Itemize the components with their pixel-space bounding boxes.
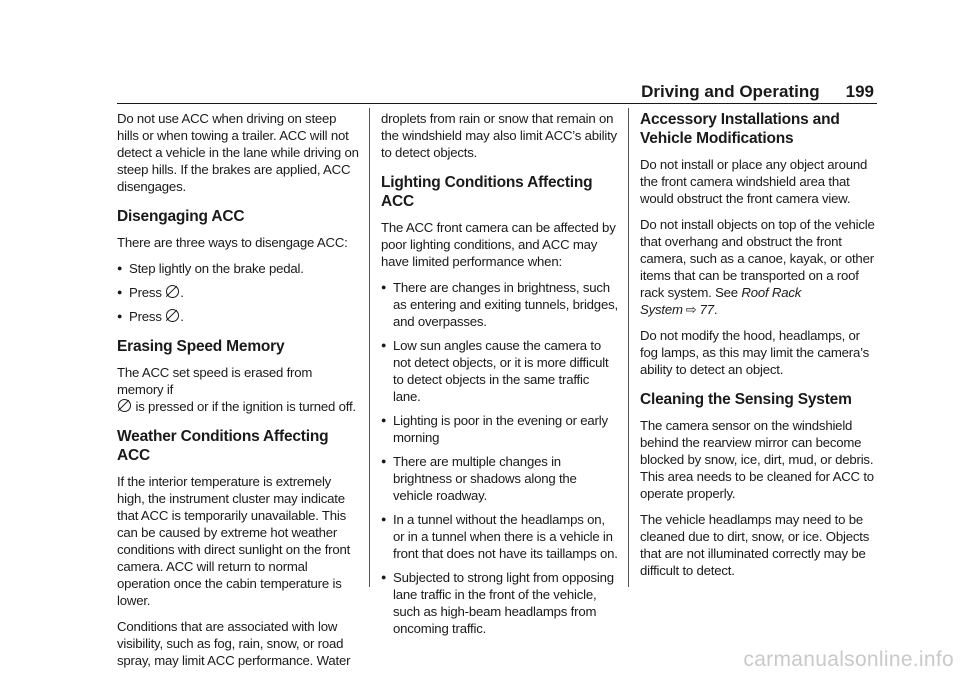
- paragraph: There are three ways to disengage ACC:: [117, 235, 348, 250]
- list-item: ● Subjected to strong light from opposing lane traffic in the front of the vehicle, such as high-beam headlamps from oncoming traffic.: [381, 569, 619, 637]
- column-2: [381, 110, 619, 646]
- page-ref-arrow-icon: ⇨: [685, 302, 697, 317]
- section-heading: Cleaning the Sensing System: [640, 391, 852, 408]
- page-number: 199: [845, 82, 874, 101]
- section-heading: Erasing Speed Memory: [117, 338, 285, 355]
- paragraph: The ACC front camera can be affected by poor lighting conditions, and ACC may have limited performance when:: [381, 220, 616, 269]
- paragraph: Do not use ACC when driving on steep hills or when towing a trailer. ACC will not detect a vehicle in the lane while driving on steep hills. If the brakes are applied, ACC disengages.: [117, 111, 359, 194]
- list-item: ● Low sun angles cause the camera to not detect objects, or it is more difficult to detect objects in the same traffic lane.: [381, 337, 619, 405]
- column-3: [640, 110, 880, 588]
- paragraph: droplets from rain or snow that remain on the windshield may also limit ACC’s ability to detect objects.: [381, 111, 617, 160]
- paragraph: Do not modify the hood, headlamps, or fog lamps, as this may limit the camera’s ability to detect an object.: [640, 328, 870, 377]
- acc-cancel-icon: [166, 309, 179, 322]
- paragraph: The ACC set speed is erased from memory if is pressed or if the ignition is turned off.: [117, 365, 356, 414]
- column-divider: [628, 108, 629, 587]
- section-heading: Disengaging ACC: [117, 208, 245, 225]
- column-1: [117, 110, 360, 678]
- section-heading: Lighting Conditions Affecting ACC: [381, 174, 593, 210]
- list-item: ● Press .: [117, 284, 360, 301]
- list-item: ● Lighting is poor in the evening or early morning: [381, 412, 619, 446]
- paragraph: Conditions that are associated with low visibility, such as fog, rain, snow, or road spray, may limit ACC performance. Water: [117, 619, 351, 668]
- list-item: ● Step lightly on the brake pedal.: [117, 260, 360, 277]
- list-item: ● There are changes in brightness, such as entering and exiting tunnels, bridges, and overpasses.: [381, 279, 619, 330]
- section-title: Driving and Operating: [641, 82, 820, 101]
- paragraph: The vehicle headlamps may need to be cleaned due to dirt, snow, or ice. Objects that are not illuminated correctly may be difficult to detect.: [640, 512, 870, 578]
- header-rule: [117, 103, 877, 104]
- paragraph: If the interior temperature is extremely high, the instrument cluster may indicate that ACC is temporarily unavailable. This can be caused by extreme hot weather conditions with direct sunlight on the front camera. ACC will return to normal operation once the cabin temperature is lower.: [117, 474, 351, 608]
- list-item: ● Press .: [117, 308, 360, 325]
- bullet-list: [117, 260, 360, 325]
- paragraph: Do not install or place any object around the front camera windshield area that would obstruct the front camera view.: [640, 157, 868, 206]
- list-item: ● There are multiple changes in brightness or shadows along the vehicle roadway.: [381, 453, 619, 504]
- acc-cancel-icon: [118, 399, 131, 412]
- section-heading: Weather Conditions Affecting ACC: [117, 428, 329, 464]
- page-header: [641, 82, 874, 102]
- paragraph: The camera sensor on the windshield behind the rearview mirror can become blocked by snow, ice, dirt, mud, or debris. This area needs to be cleaned for ACC to operate properly.: [640, 418, 874, 501]
- cross-reference-page[interactable]: 77: [699, 302, 714, 317]
- paragraph: Do not install objects on top of the vehicle that overhang and obstruct the front camera, such as a canoe, kayak, or other items that can be transported on a roof rack system. See Roof Rack System ⇨ 77.: [640, 217, 875, 317]
- watermark: carmanualsonline.info: [743, 648, 954, 671]
- cross-reference-link[interactable]: Roof Rack System: [640, 285, 802, 317]
- list-item: ● In a tunnel without the headlamps on, or in a tunnel when there is a vehicle in front that does not have its taillamps on.: [381, 511, 619, 562]
- bullet-list: [381, 279, 619, 637]
- column-divider: [369, 108, 370, 587]
- section-heading: Accessory Installations and Vehicle Modifications: [640, 111, 840, 147]
- acc-cancel-icon: [166, 285, 179, 298]
